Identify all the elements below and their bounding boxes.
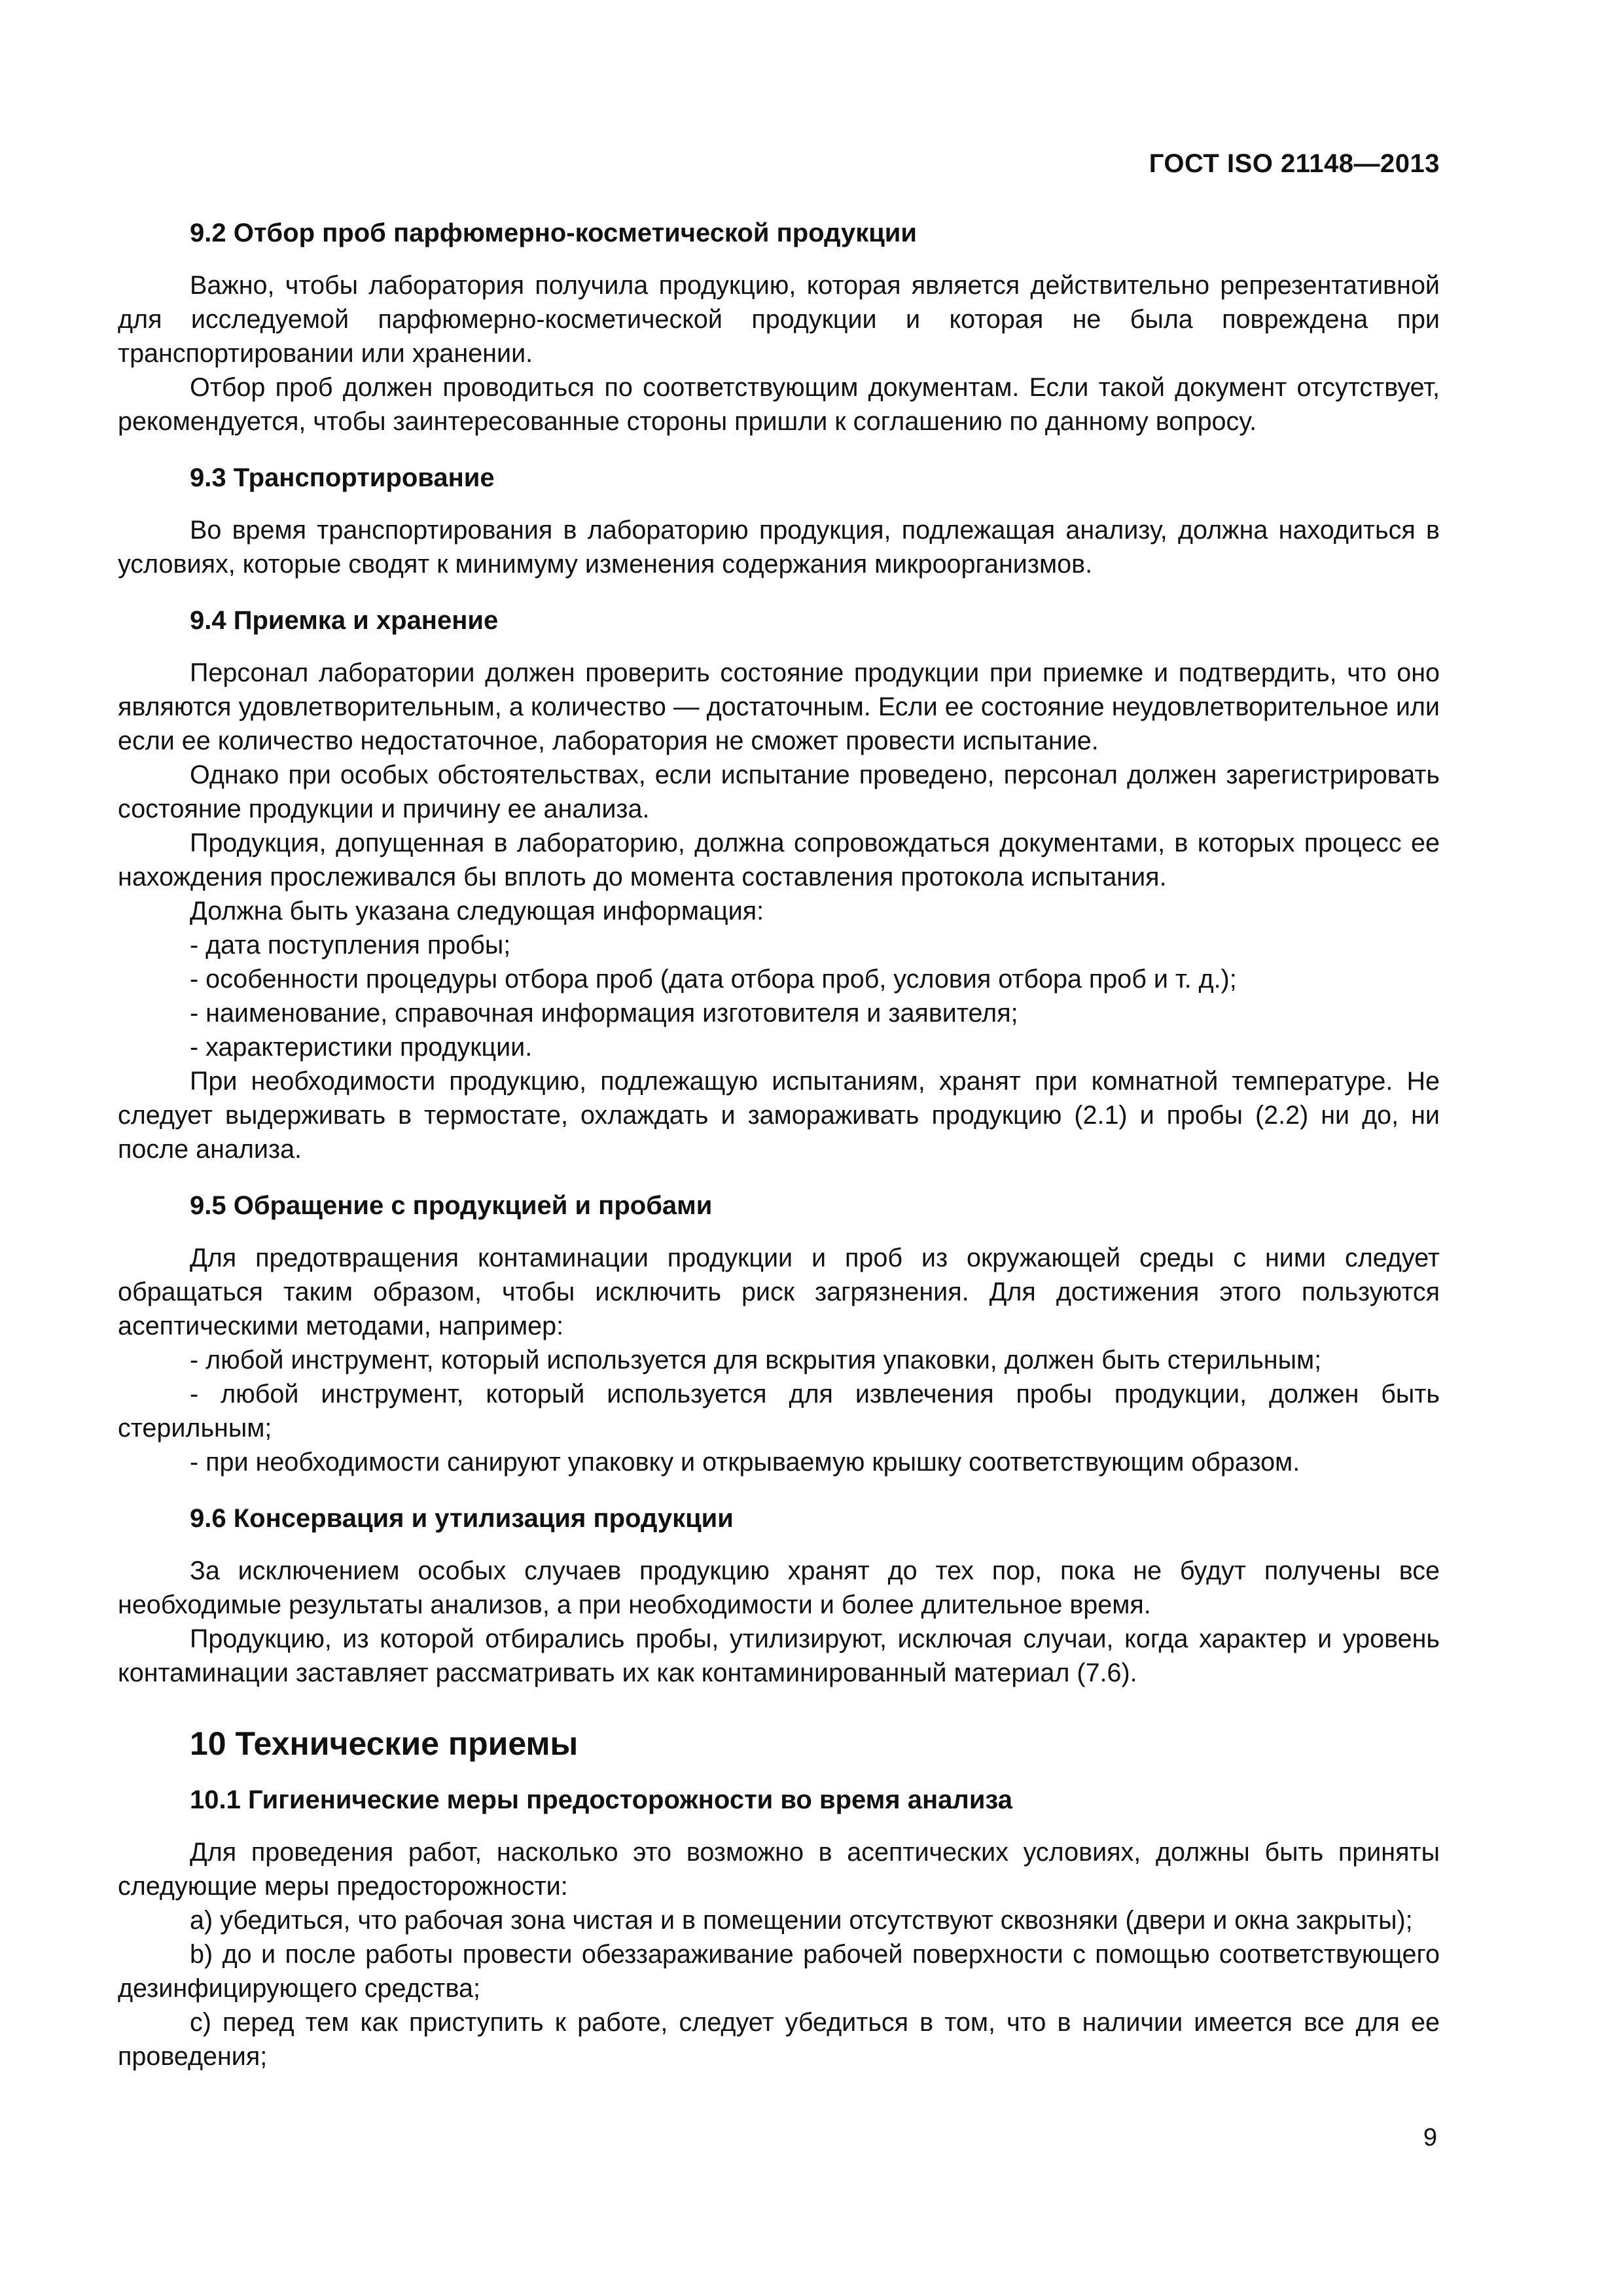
paragraph: Продукция, допущенная в лабораторию, должна сопровождаться документами, в которых процесс ее нахождения прослеживался бы вплоть до момента составления протокола испытания. [118, 829, 1440, 891]
list-item: - характеристики продукции. [190, 1033, 533, 1062]
paragraph: Продукцию, из которой отбирались пробы, утилизируют, исключая случаи, когда характер и уровень контаминации заставляет рассматривать их как контаминированный материал (7.6). [118, 1624, 1440, 1687]
paragraph: При необходимости продукцию, подлежащую испытаниям, хранят при комнатной температуре. Не следует выдерживать в термостате, охлаждать и замораживать продукцию (2.1) и пробы (2.2) ни до, ни после анализа. [118, 1067, 1440, 1164]
section-9-4-title: 9.4 Приемка и хранение [190, 606, 499, 635]
document-code-header: ГОСТ ISO 21148—2013 [1149, 149, 1440, 178]
paragraph: Отбор проб должен проводиться по соответствующим документам. Если такой документ отсутствует, рекомендуется, чтобы заинтересованные стороны пришли к соглашению по данному вопросу. [118, 373, 1440, 436]
paragraph: Персонал лаборатории должен проверить состояние продукции при приемке и подтвердить, что оно являются удовлетворительным, а количество — достаточным. Если ее состояние неудовлетворительное или если ее количество недостаточное, лаборатория не сможет провести испытание. [118, 658, 1440, 755]
list-item: - при необходимости санируют упаковку и открываемую крышку соответствующим образом. [190, 1448, 1300, 1477]
paragraph: Однако при особых обстоятельствах, если испытание проведено, персонал должен зарегистрировать состояние продукции и причину ее анализа. [118, 761, 1440, 823]
paragraph: Для проведения работ, насколько это возможно в асептических условиях, должны быть приняты следующие меры предосторожности: [118, 1838, 1440, 1901]
list-item: b) до и после работы провести обеззараживание рабочей поверхности с помощью соответствующего дезинфицирующего средства; [118, 1940, 1440, 2003]
section-9-3-title: 9.3 Транспортирование [190, 463, 495, 492]
paragraph: Важно, чтобы лаборатория получила продукцию, которая является действительно репрезентативной для исследуемой парфюмерно-косметической продукции и которая не была повреждена при транспортировании или хранении. [118, 271, 1440, 368]
list-item: c) перед тем как приступить к работе, следует убедиться в том, что в наличии имеется все для ее проведения; [118, 2008, 1440, 2071]
page-content [118, 216, 1440, 2073]
list-item: - дата поступления пробы; [190, 931, 511, 960]
paragraph: Должна быть указана следующая информация: [190, 897, 764, 925]
list-item: - любой инструмент, который используется для извлечения пробы продукции, должен быть стерильным; [118, 1380, 1440, 1443]
paragraph: За исключением особых случаев продукцию хранят до тех пор, пока не будут получены все необходимые результаты анализов, а при необходимости и более длительное время. [118, 1556, 1440, 1619]
section-10-title: 10 Технические приемы [190, 1725, 579, 1762]
paragraph: Во время транспортирования в лабораторию продукция, подлежащая анализу, должна находиться в условиях, которые сводят к минимуму изменения содержания микроорганизмов. [118, 516, 1440, 579]
section-9-6-title: 9.6 Консервация и утилизация продукции [190, 1504, 734, 1533]
list-item: a) убедиться, что рабочая зона чистая и в помещении отсутствуют сквозняки (двери и окна закрыты); [190, 1906, 1413, 1935]
section-10-1-title: 10.1 Гигиенические меры предосторожности во время анализа [190, 1785, 1013, 1814]
list-item: - любой инструмент, который используется для вскрытия упаковки, должен быть стерильным; [190, 1346, 1322, 1374]
list-item: - наименование, справочная информация изготовителя и заявителя; [190, 999, 1018, 1028]
page-number: 9 [1423, 2124, 1437, 2151]
list-item: - особенности процедуры отбора проб (дата отбора проб, условия отбора проб и т. д.); [190, 965, 1237, 994]
section-9-2-title: 9.2 Отбор проб парфюмерно-косметической продукции [190, 219, 917, 247]
paragraph: Для предотвращения контаминации продукции и проб из окружающей среды с ними следует обращаться таким образом, чтобы исключить риск загрязнения. Для достижения этого пользуются асептическими методами, например: [118, 1244, 1440, 1340]
section-9-5-title: 9.5 Обращение с продукцией и пробами [190, 1191, 713, 1220]
